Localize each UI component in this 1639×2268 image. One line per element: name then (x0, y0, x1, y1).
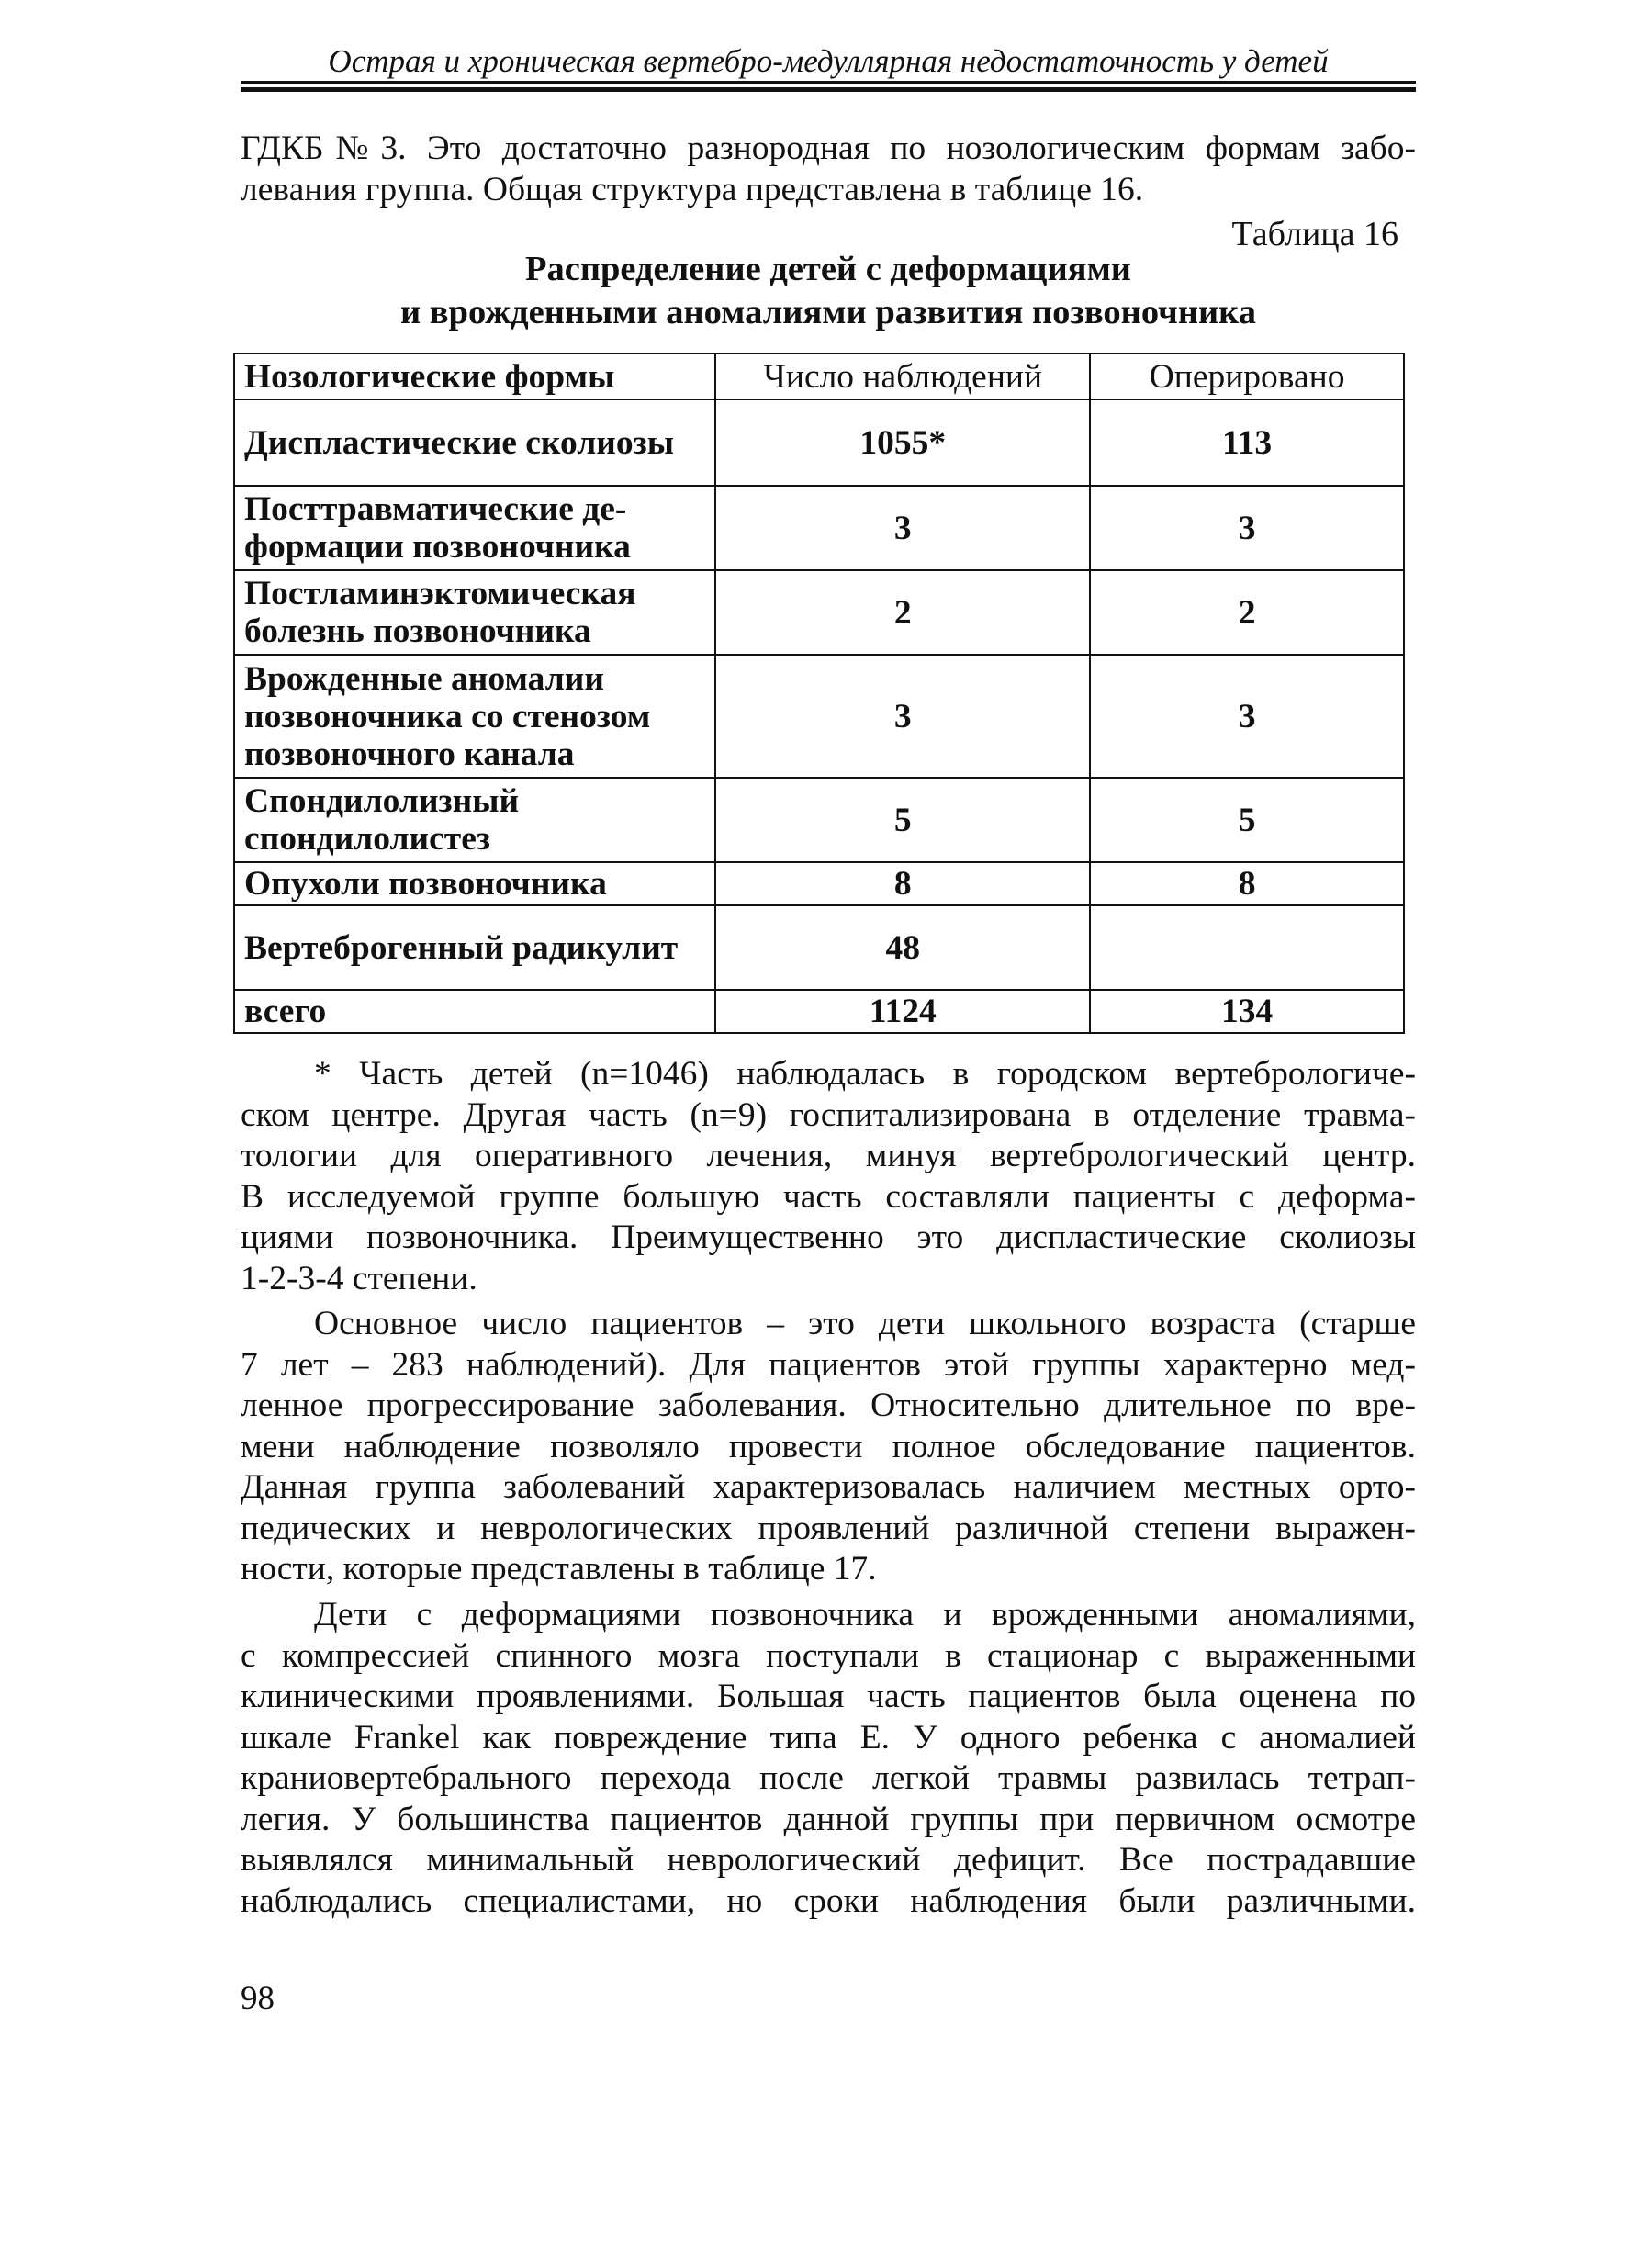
table-header-row (234, 354, 1404, 399)
row-observed: 1124 (715, 990, 1090, 1033)
row-name: Вертеброгенный радикулит (234, 905, 715, 990)
text-line: тологии для оперативного лечения, минуя вертебрологический центр. (241, 1137, 1416, 1174)
row-operated: 134 (1090, 990, 1404, 1033)
body-paragraph-3 (241, 1595, 1416, 1922)
row-operated: 113 (1090, 399, 1404, 486)
table-title (241, 248, 1416, 334)
table-title-line: Распределение детей с деформациями (524, 250, 1131, 288)
row-name: Посттравматические де-формации позвоночника (234, 486, 715, 570)
text-line: клиническими проявлениями. Большая часть пациентов была оценена по (241, 1678, 1416, 1715)
text-line: ленное прогрессирование заболевания. Относительно длительное по вре- (241, 1387, 1416, 1424)
text-line: 7 лет – 283 наблюдений). Для пациентов этой группы характерно мед- (241, 1345, 1416, 1384)
column-header: Число наблюдений (715, 354, 1090, 399)
row-operated: 3 (1090, 486, 1404, 570)
text-line: В исследуемой группе большую часть составляли пациенты с деформа- (241, 1177, 1416, 1216)
row-observed: 3 (715, 486, 1090, 570)
table-row (234, 778, 1404, 862)
body-paragraph-2 (241, 1304, 1416, 1590)
text-line: Данная группа заболеваний характеризовалась наличием местных орто- (241, 1468, 1416, 1506)
text-line: циями позвоночника. Преимущественно это диспластические сколиозы (241, 1218, 1416, 1256)
table-row (234, 399, 1404, 486)
text-line: Основное число пациентов – это дети школьного возраста (старше (314, 1305, 1416, 1342)
row-operated (1090, 905, 1404, 990)
row-observed: 8 (715, 862, 1090, 905)
row-observed: 1055* (715, 399, 1090, 486)
text-line: ском центре. Другая часть (n=9) госпитализирована в отделение травма- (241, 1095, 1416, 1134)
footnote-paragraph (241, 1054, 1416, 1299)
row-name: Опухоли позвоночника (234, 862, 715, 905)
nosology-table (233, 353, 1405, 1034)
text-line: шкале Frankel как повреждение типа E. У одного ребенка с аномалией (241, 1718, 1416, 1757)
row-operated: 5 (1090, 778, 1404, 862)
table-row (234, 655, 1404, 778)
row-name: Диспластические сколиозы (234, 399, 715, 486)
text-line: левания группа. Общая структура представлена в таблице 16. (241, 170, 1144, 208)
row-operated: 3 (1090, 655, 1404, 778)
text-line: выявлялся минимальный неврологический дефицит. Все пострадавшие (241, 1841, 1416, 1879)
text-line: ГДКБ№3. Это достаточно разнородная по нозологическим формам забо- (241, 129, 1416, 167)
page-number: 98 (241, 1980, 275, 2017)
text-line: краниовертебрального перехода после легкой травмы развилась тетрап- (241, 1759, 1416, 1797)
column-header: Оперировано (1090, 354, 1404, 399)
text-line: легия. У большинства пациентов данной группы при первичном осмотре (241, 1800, 1416, 1838)
row-observed: 3 (715, 655, 1090, 778)
text-line: мени наблюдение позволяло провести полное обследование пациентов. (241, 1427, 1416, 1465)
table-total-row (234, 990, 1404, 1033)
text-line: наблюдались специалистами, но сроки наблюдения были различными. (241, 1881, 1416, 1920)
row-name: Спондилолизный спондилолистез (234, 778, 715, 862)
header-rule (241, 81, 1416, 84)
text-line: педических и неврологических проявлений различной степени выражен- (241, 1509, 1416, 1547)
text-line: ности, которые представлены в таблице 17. (241, 1550, 877, 1588)
text-line: 1-2-3-4 степени. (241, 1259, 477, 1297)
table-title-line: и врожденными аномалиями развития позвоночника (399, 293, 1257, 331)
table-row (234, 486, 1404, 570)
row-observed: 2 (715, 570, 1090, 655)
row-observed: 5 (715, 778, 1090, 862)
table-row (234, 862, 1404, 905)
row-operated: 2 (1090, 570, 1404, 655)
text-line: * Часть детей (n=1046) наблюдалась в городском вертебрологиче- (314, 1055, 1416, 1093)
row-name: Врожденные аномалии позвоночника со стенозом позвоночного канала (234, 655, 715, 778)
row-name: всего (234, 990, 715, 1033)
row-operated: 8 (1090, 862, 1404, 905)
table-row (234, 570, 1404, 655)
row-observed: 48 (715, 905, 1090, 990)
column-header: Нозологические формы (234, 354, 715, 399)
intro-paragraph (241, 129, 1416, 210)
text-line: Дети с деформациями позвоночника и врожденными аномалиями, (314, 1596, 1416, 1634)
header-rule-thick (241, 87, 1416, 92)
text-line: с компрессией спинного мозга поступали в стационар с выраженными (241, 1636, 1416, 1675)
running-title: Острая и хроническая вертебро-медуллярная недостаточность у детей (328, 43, 1329, 79)
row-name: Постламинэктомическая болезнь позвоночника (234, 570, 715, 655)
table-row (234, 905, 1404, 990)
table-caption: Таблица 16 (1231, 215, 1398, 253)
